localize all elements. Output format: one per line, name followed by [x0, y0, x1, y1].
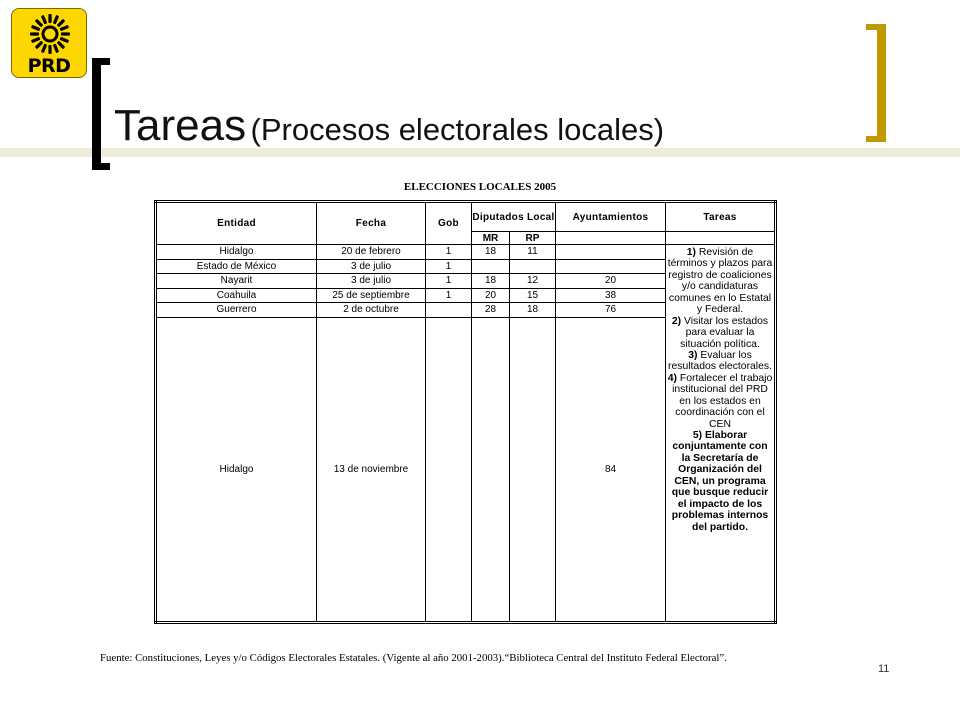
logo-text: PRD — [27, 55, 71, 77]
tarea-text: Elaborar conjuntamente con la Secretaría de Organización del CEN, un programa que busque reducir el impacto de los problemas internos del partido. — [671, 430, 769, 533]
cell-ayuntamientos — [556, 245, 666, 260]
cell-gob — [426, 317, 472, 622]
tarea-text: Revisión de términos y plazos para registro de coaliciones y/o candidaturas comunes en lo Estatal y Federal. — [667, 247, 773, 316]
tarea-item — [667, 373, 773, 430]
elections-table — [154, 200, 777, 624]
header-mr: MR — [472, 232, 510, 245]
right-bracket-decoration — [866, 24, 886, 142]
cell-fecha: 20 de febrero — [317, 245, 426, 260]
header-fecha: Fecha — [317, 202, 426, 245]
cell-rp: 11 — [510, 245, 556, 260]
tarea-item — [667, 430, 773, 533]
source-note: Fuente: Constituciones, Leyes y/o Códigos Electorales Estatales. (Vigente al año 2001-2003).“Biblioteca Central del Instituto Federal Electoral”. — [100, 652, 727, 664]
cell-gob: 1 — [426, 259, 472, 274]
tarea-text: Visitar los estados para evaluar la situación política. — [680, 315, 769, 350]
cell-rp: 15 — [510, 288, 556, 303]
cell-ayuntamientos: 38 — [556, 288, 666, 303]
header-gob: Gob — [426, 202, 472, 245]
cell-gob: 1 — [426, 245, 472, 260]
header-tareas: Tareas — [666, 202, 776, 232]
tarea-number: 3) — [688, 349, 698, 361]
cell-mr: 18 — [472, 274, 510, 289]
tarea-number: 2) — [671, 315, 682, 327]
cell-mr — [472, 259, 510, 274]
tarea-text: Fortalecer el trabajo institucional del PRD en los estados en coordinación con el CEN — [672, 372, 773, 430]
header-entidad: Entidad — [156, 202, 317, 245]
cell-entidad: Hidalgo — [156, 317, 317, 622]
cell-mr: 18 — [472, 245, 510, 260]
cell-entidad: Estado de México — [156, 259, 317, 274]
slide-title-main: Tareas — [114, 101, 247, 150]
cell-entidad: Guerrero — [156, 303, 317, 318]
cell-ayuntamientos — [556, 259, 666, 274]
cell-rp — [510, 317, 556, 622]
header-rp: RP — [510, 232, 556, 245]
cell-gob: 1 — [426, 288, 472, 303]
cell-mr — [472, 317, 510, 622]
cell-rp: 18 — [510, 303, 556, 318]
tarea-item — [667, 316, 773, 350]
cell-entidad: Nayarit — [156, 274, 317, 289]
header-tareas-sub — [666, 232, 776, 245]
cell-fecha: 3 de julio — [317, 259, 426, 274]
tarea-number: 1) — [686, 247, 697, 258]
cell-ayuntamientos: 84 — [556, 317, 666, 622]
header-diputados: Diputados Local — [472, 202, 556, 232]
cell-entidad: Coahuila — [156, 288, 317, 303]
tarea-item — [667, 350, 773, 373]
cell-entidad: Hidalgo — [156, 245, 317, 260]
cell-rp: 12 — [510, 274, 556, 289]
header-ayuntamientos: Ayuntamientos — [556, 202, 666, 232]
left-bracket-decoration — [92, 58, 110, 170]
cell-gob: 1 — [426, 274, 472, 289]
cell-mr: 28 — [472, 303, 510, 318]
cell-mr: 20 — [472, 288, 510, 303]
slide-title-sub: (Procesos electorales locales) — [250, 112, 665, 147]
page-number: 11 — [878, 663, 890, 675]
table-row — [156, 245, 776, 260]
cell-fecha: 2 de octubre — [317, 303, 426, 318]
tarea-text: Evaluar los resultados electorales. — [668, 349, 772, 373]
header-ayuntamientos-sub — [556, 232, 666, 245]
table-title: ELECCIONES LOCALES 2005 — [403, 181, 557, 193]
cell-rp — [510, 259, 556, 274]
cell-fecha: 25 de septiembre — [317, 288, 426, 303]
cell-tareas — [666, 245, 776, 623]
cell-ayuntamientos: 20 — [556, 274, 666, 289]
tarea-number: 5) — [692, 430, 703, 441]
tarea-number: 4) — [667, 372, 677, 384]
cell-fecha: 13 de noviembre — [317, 317, 426, 622]
cell-ayuntamientos: 76 — [556, 303, 666, 318]
cell-fecha: 3 de julio — [317, 274, 426, 289]
cell-gob — [426, 303, 472, 318]
slide-title — [114, 101, 665, 150]
tarea-item — [667, 247, 773, 316]
prd-logo — [11, 8, 87, 78]
